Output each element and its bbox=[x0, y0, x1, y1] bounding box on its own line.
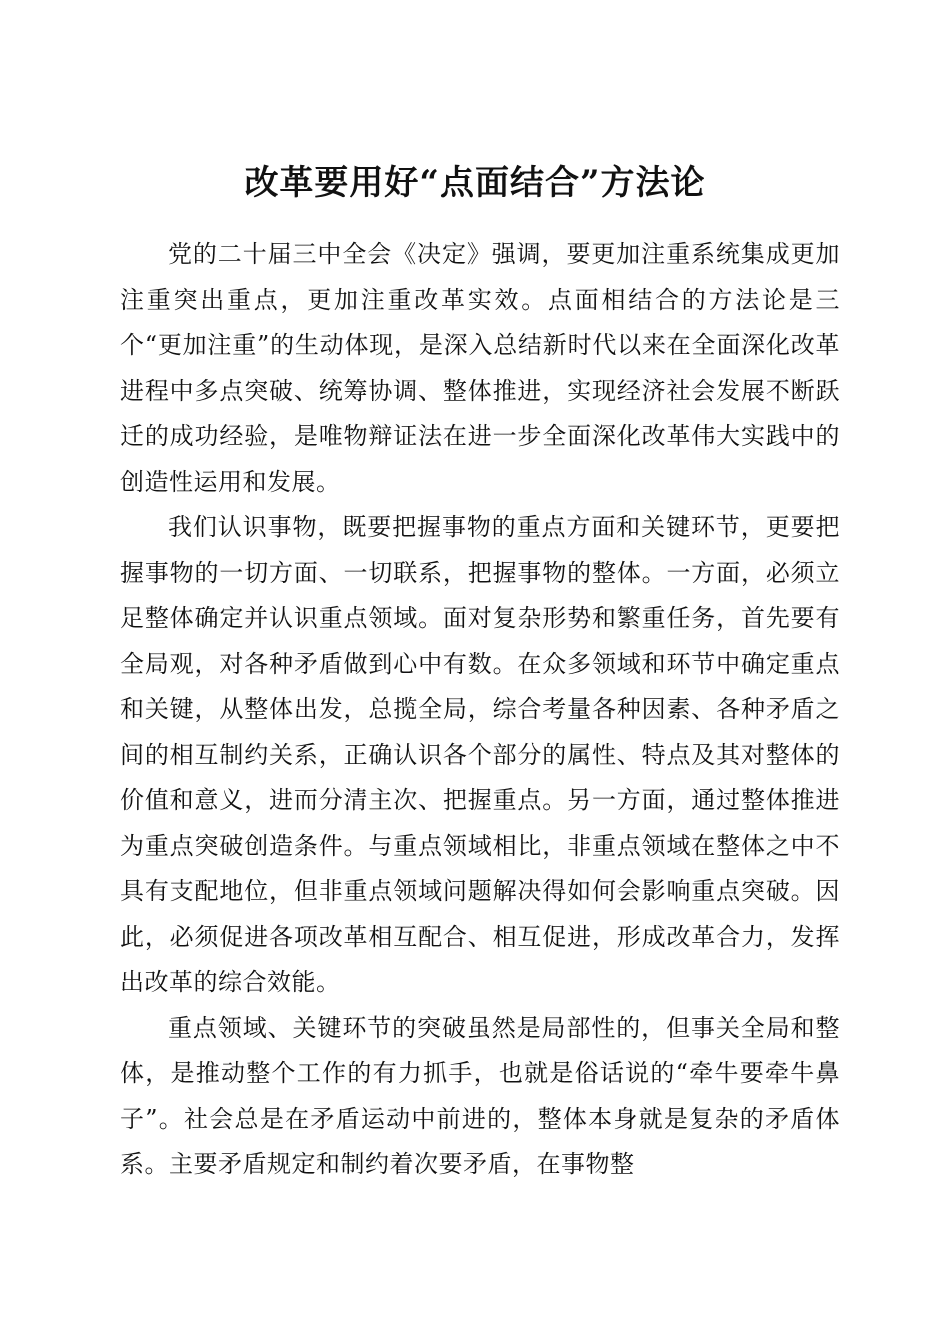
document-title: 改革要用好“点面结合”方法论 bbox=[244, 162, 706, 203]
paragraph-3: 重点领域、关键环节的突破虽然是局部性的，但事关全局和整体，是推动整个工作的有力抓手，也就是俗话说的“牵牛要牵牛鼻子”。社会总是在矛盾运动中前进的，整体本身就是复杂的矛盾体系。主要矛盾规定和制约着次要矛盾，在事物整 bbox=[120, 1013, 840, 1178]
document-body bbox=[120, 232, 840, 1188]
paragraph-1: 党的二十届三中全会《决定》强调，要更加注重系统集成更加注重突出重点，更加注重改革实效。点面相结合的方法论是三个“更加注重”的生动体现，是深入总结新时代以来在全面深化改革进程中多点突破、统筹协调、整体推进，实现经济社会发展不断跃迁的成功经验，是唯物辩证法在进一步全面深化改革伟大实践中的创造性运用和发展。 bbox=[120, 240, 840, 496]
paragraph-2: 我们认识事物，既要把握事物的重点方面和关键环节，更要把握事物的一切方面、一切联系，把握事物的整体。一方面，必须立足整体确定并认识重点领域。面对复杂形势和繁重任务，首先要有全局观，对各种矛盾做到心中有数。在众多领域和环节中确定重点和关键，从整体出发，总揽全局，综合考量各种因素、各种矛盾之间的相互制约关系，正确认识各个部分的属性、特点及其对整体的价值和意义，进而分清主次、把握重点。另一方面，通过整体推进为重点突破创造条件。与重点领域相比，非重点领域在整体之中不具有支配地位，但非重点领域问题解决得如何会影响重点突破。因此，必须促进各项改革相互配合、相互促进，形成改革合力，发挥出改革的综合效能。 bbox=[120, 513, 840, 996]
